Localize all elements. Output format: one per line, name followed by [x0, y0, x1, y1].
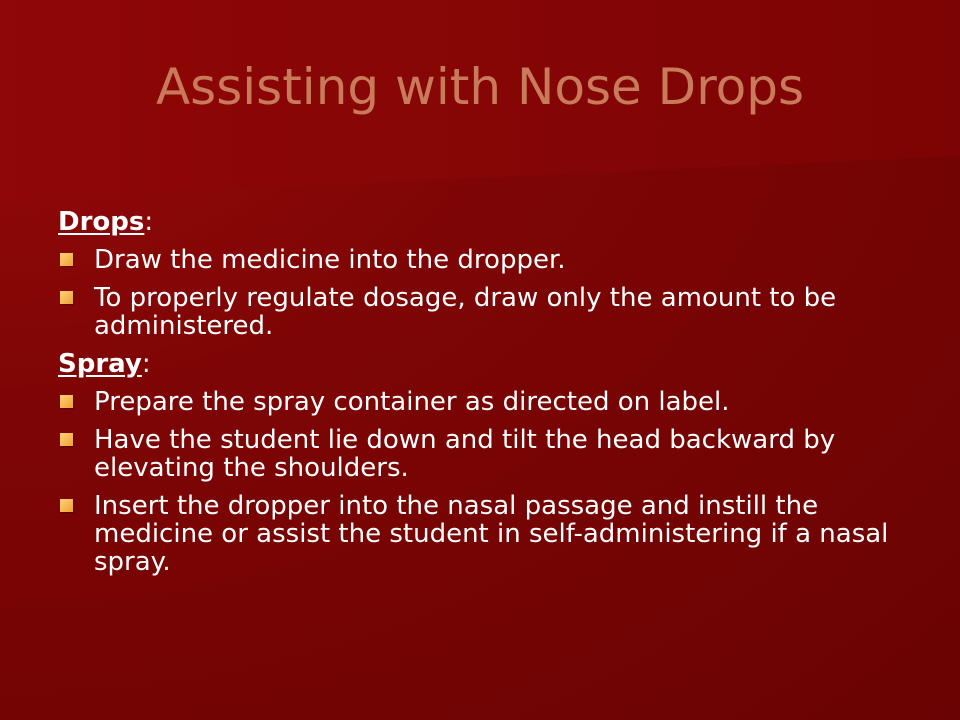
list-item-text: Have the student lie down and tilt the head backward by elevating the shoulders.	[94, 425, 836, 483]
list-item	[58, 492, 918, 576]
square-bullet-icon	[60, 433, 73, 446]
square-bullet-icon	[60, 253, 73, 266]
list-item	[58, 284, 918, 340]
list-item-text: Insert the dropper into the nasal passage and instill the medicine or assist the student in self-administering if a nasal spray.	[94, 491, 889, 577]
list-item	[58, 426, 918, 482]
list-item-text: Prepare the spray container as directed on label.	[94, 387, 730, 417]
square-bullet-icon	[60, 395, 73, 408]
square-bullet-icon	[60, 291, 73, 304]
list-item-text: Draw the medicine into the dropper.	[94, 245, 566, 275]
bullet-list-spray	[58, 388, 918, 576]
list-item	[58, 388, 918, 416]
section-heading-colon: :	[144, 207, 154, 237]
square-bullet-icon	[60, 499, 73, 512]
list-item-text: To properly regulate dosage, draw only the amount to be administered.	[94, 283, 837, 341]
section-heading-colon: :	[141, 349, 151, 379]
section-heading-spray	[58, 350, 918, 378]
section-heading-label: Spray	[58, 349, 142, 379]
section-heading-drops	[58, 208, 918, 236]
bullet-list-drops	[58, 246, 918, 340]
section-heading-label: Drops	[58, 207, 145, 237]
slide-title: Assisting with Nose Drops	[155, 58, 805, 116]
slide-body	[58, 208, 918, 586]
list-item	[58, 246, 918, 274]
